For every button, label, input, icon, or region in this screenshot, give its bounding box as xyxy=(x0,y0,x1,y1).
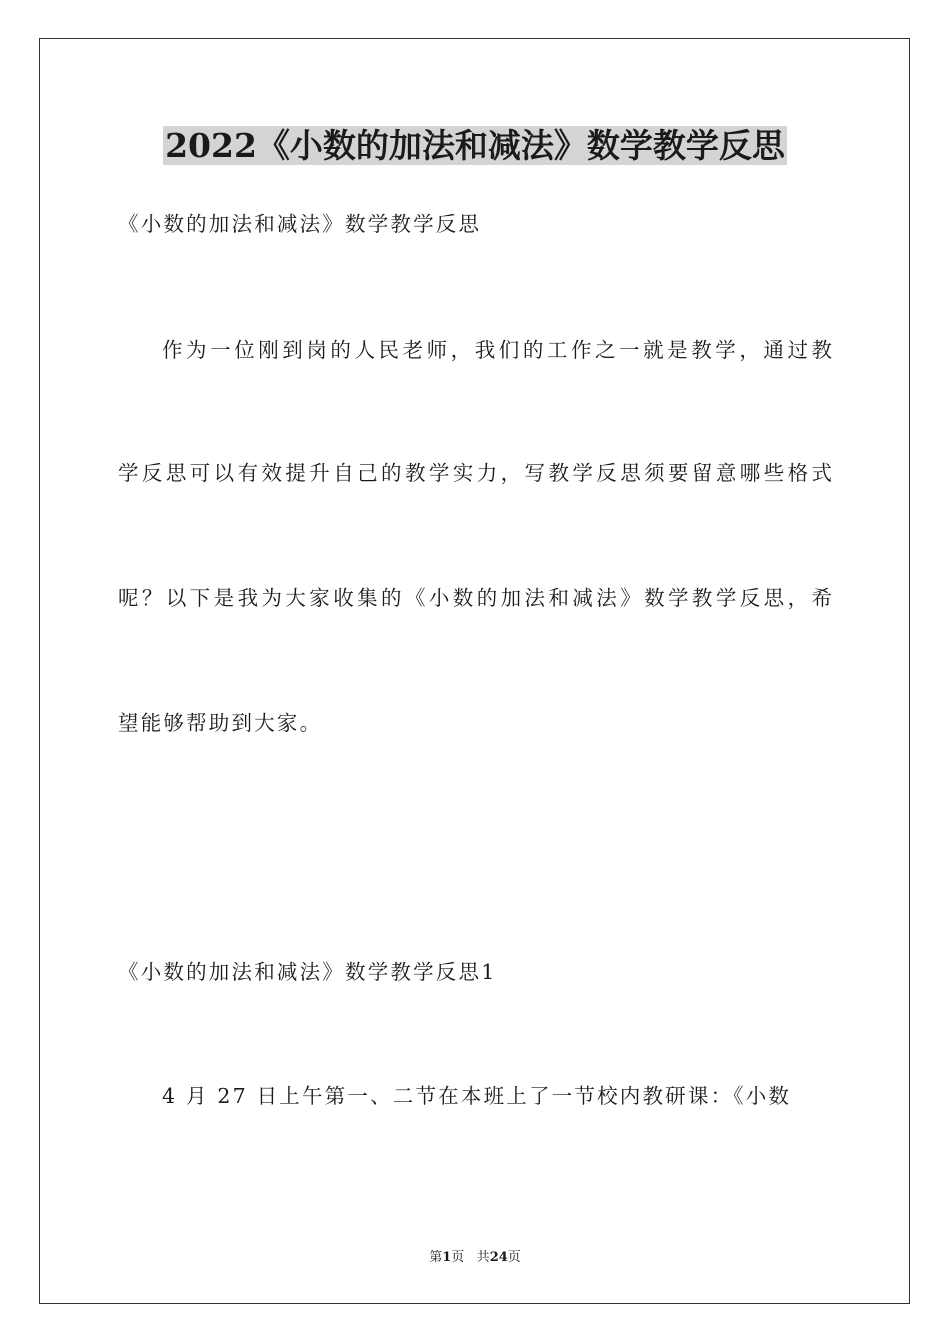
paragraph-line: 作为一位刚到岗的人民老师，我们的工作之一就是教学，通过教 xyxy=(162,338,832,362)
paragraph-line: 望能够帮助到大家。 xyxy=(118,711,323,735)
paragraph-line: 呢？以下是我为大家收集的《小数的加法和减法》数学教学反思，希 xyxy=(118,586,832,610)
footer-total-prefix: 共 xyxy=(476,1250,490,1265)
footer-page-total: 24 xyxy=(489,1250,508,1265)
document-title xyxy=(0,124,950,168)
footer-page-unit: 页 xyxy=(451,1250,465,1265)
footer-page-current: 1 xyxy=(442,1250,452,1265)
footer-page-prefix: 第 xyxy=(429,1250,443,1265)
document-title-text: 2022《小数的加法和减法》数学教学反思 xyxy=(165,126,785,165)
paragraph-line: 4 月 27 日上午第一、二节在本班上了一节校内教研课：《小数 xyxy=(162,1084,792,1108)
document-subtitle: 《小数的加法和减法》数学教学反思 xyxy=(118,212,482,236)
paragraph-line: 学反思可以有效提升自己的教学实力，写教学反思须要留意哪些格式 xyxy=(118,461,832,485)
section-heading: 《小数的加法和减法》数学教学反思1 xyxy=(118,960,497,984)
footer-total-unit: 页 xyxy=(507,1250,521,1265)
page-footer xyxy=(0,1249,950,1267)
